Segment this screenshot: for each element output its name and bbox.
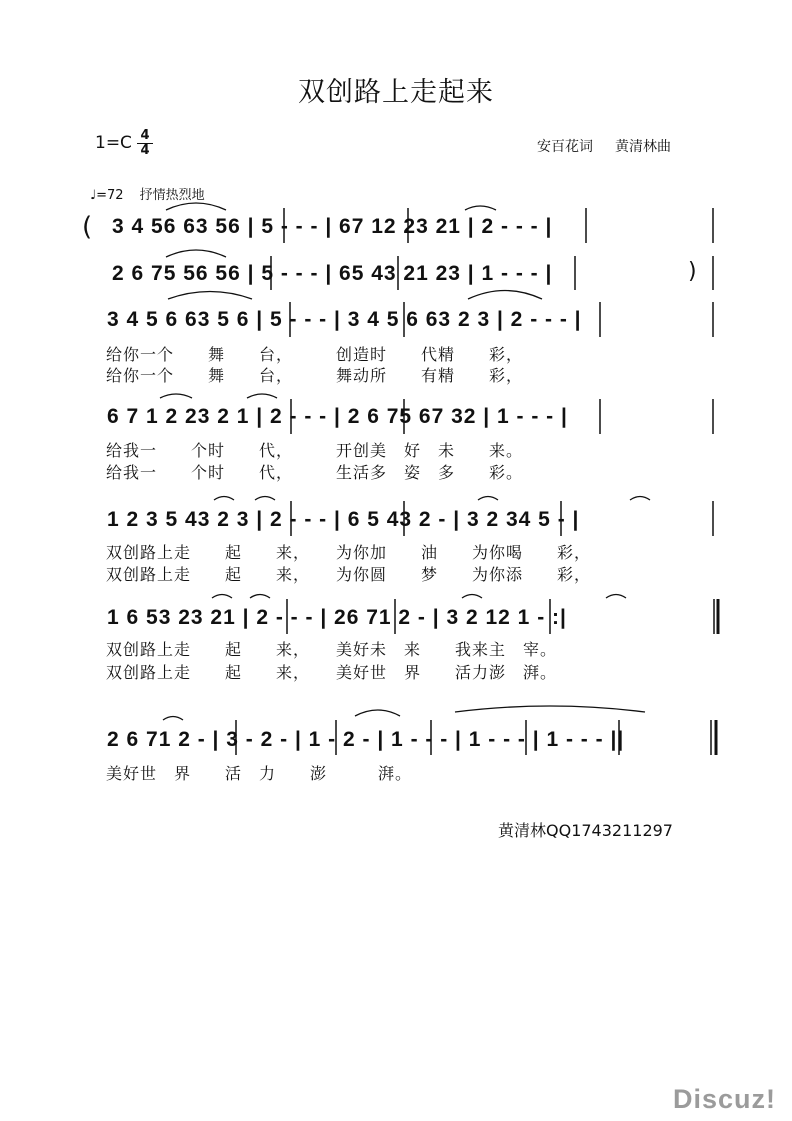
repeat-close-paren: ): [688, 259, 697, 284]
time-signature-upper: 4: [140, 128, 150, 143]
system-5-lyrics-1: 双创路上走 起 来， 为你加 油 为你喝 彩，: [106, 543, 592, 562]
composer: 黄清林曲: [615, 139, 671, 155]
expression-marking: 抒情热烈地: [139, 188, 205, 203]
system-2-notes: 2 6 75 56 56 | 5 - - - | 65 43 21 23 | 1 - - - |: [112, 262, 553, 285]
slur: [214, 497, 234, 501]
system-6-lyrics-2: 双创路上走 起 来， 美好世 界 活力澎 湃。: [106, 663, 558, 682]
tempo-marking: ♩=72: [90, 188, 124, 203]
slur: [478, 497, 498, 501]
watermark-logo: Discuz!: [672, 1084, 776, 1114]
slur: [465, 206, 496, 210]
slur: [247, 394, 277, 398]
slur: [168, 292, 252, 300]
slurs: [160, 203, 650, 720]
slur: [255, 497, 275, 501]
system-6-lyrics-1: 双创路上走 起 来， 美好未 来 我来主 宰。: [106, 640, 558, 659]
slur: [212, 595, 232, 599]
system-5-notes: 1 2 3 5 43 2 3 | 2 - - - | 6 5 43 2 - | 3 2 34 5 - |: [107, 508, 580, 531]
slur: [630, 497, 650, 501]
slur: [462, 595, 482, 599]
barlines: [236, 208, 718, 755]
time-signature-lower: 4: [137, 143, 153, 158]
slur: [355, 710, 400, 716]
slur: [166, 203, 226, 210]
slur: [468, 291, 542, 300]
system-1-notes: 3 4 56 63 56 | 5 - - - | 67 12 23 21 | 2 - - - |: [112, 215, 553, 238]
repeat-open-paren: (: [82, 212, 93, 242]
system-4-notes: 6 7 1 2 23 2 1 | 2 - - - | 2 6 75 67 32 | 1 - - - |: [107, 405, 568, 428]
song-title: 双创路上走起来: [298, 77, 494, 108]
system-3-lyrics-2: 给你一个 舞 台， 舞动所 有精 彩，: [106, 366, 524, 385]
key-signature: 1=C: [95, 133, 132, 153]
system-3-notes: 3 4 5 6 63 5 6 | 5 - - - | 3 4 5 6 63 2 3 | 2 - - - |: [107, 308, 582, 331]
slur: [455, 706, 645, 712]
slur: [250, 595, 270, 599]
system-4-lyrics-1: 给我一 个时 代， 开创美 好 未 来。: [106, 441, 524, 460]
system-5-lyrics-2: 双创路上走 起 来， 为你圆 梦 为你添 彩，: [106, 565, 592, 584]
system-7-lyrics-1: 美好世 界 活 力 澎 湃。: [106, 764, 413, 783]
lyricist: 安百花词: [537, 139, 593, 155]
system-6-notes: 1 6 53 23 21 | 2 - - - | 26 71 2 - | 3 2 12 1 - :|: [107, 606, 567, 629]
system-7-notes: 2 6 71 2 - | 3 - 2 - | 1 - 2 - | 1 - - - | 1 - - - | 1 - - - ||: [107, 728, 625, 751]
author-contact: 黄清林QQ1743211297: [498, 821, 673, 840]
slur: [160, 394, 192, 398]
slur: [166, 250, 226, 257]
slur: [163, 717, 183, 721]
slur: [606, 595, 626, 599]
system-4-lyrics-2: 给我一 个时 代， 生活多 姿 多 彩。: [106, 463, 524, 482]
system-3-lyrics-1: 给你一个 舞 台， 创造时 代精 彩，: [106, 345, 524, 364]
